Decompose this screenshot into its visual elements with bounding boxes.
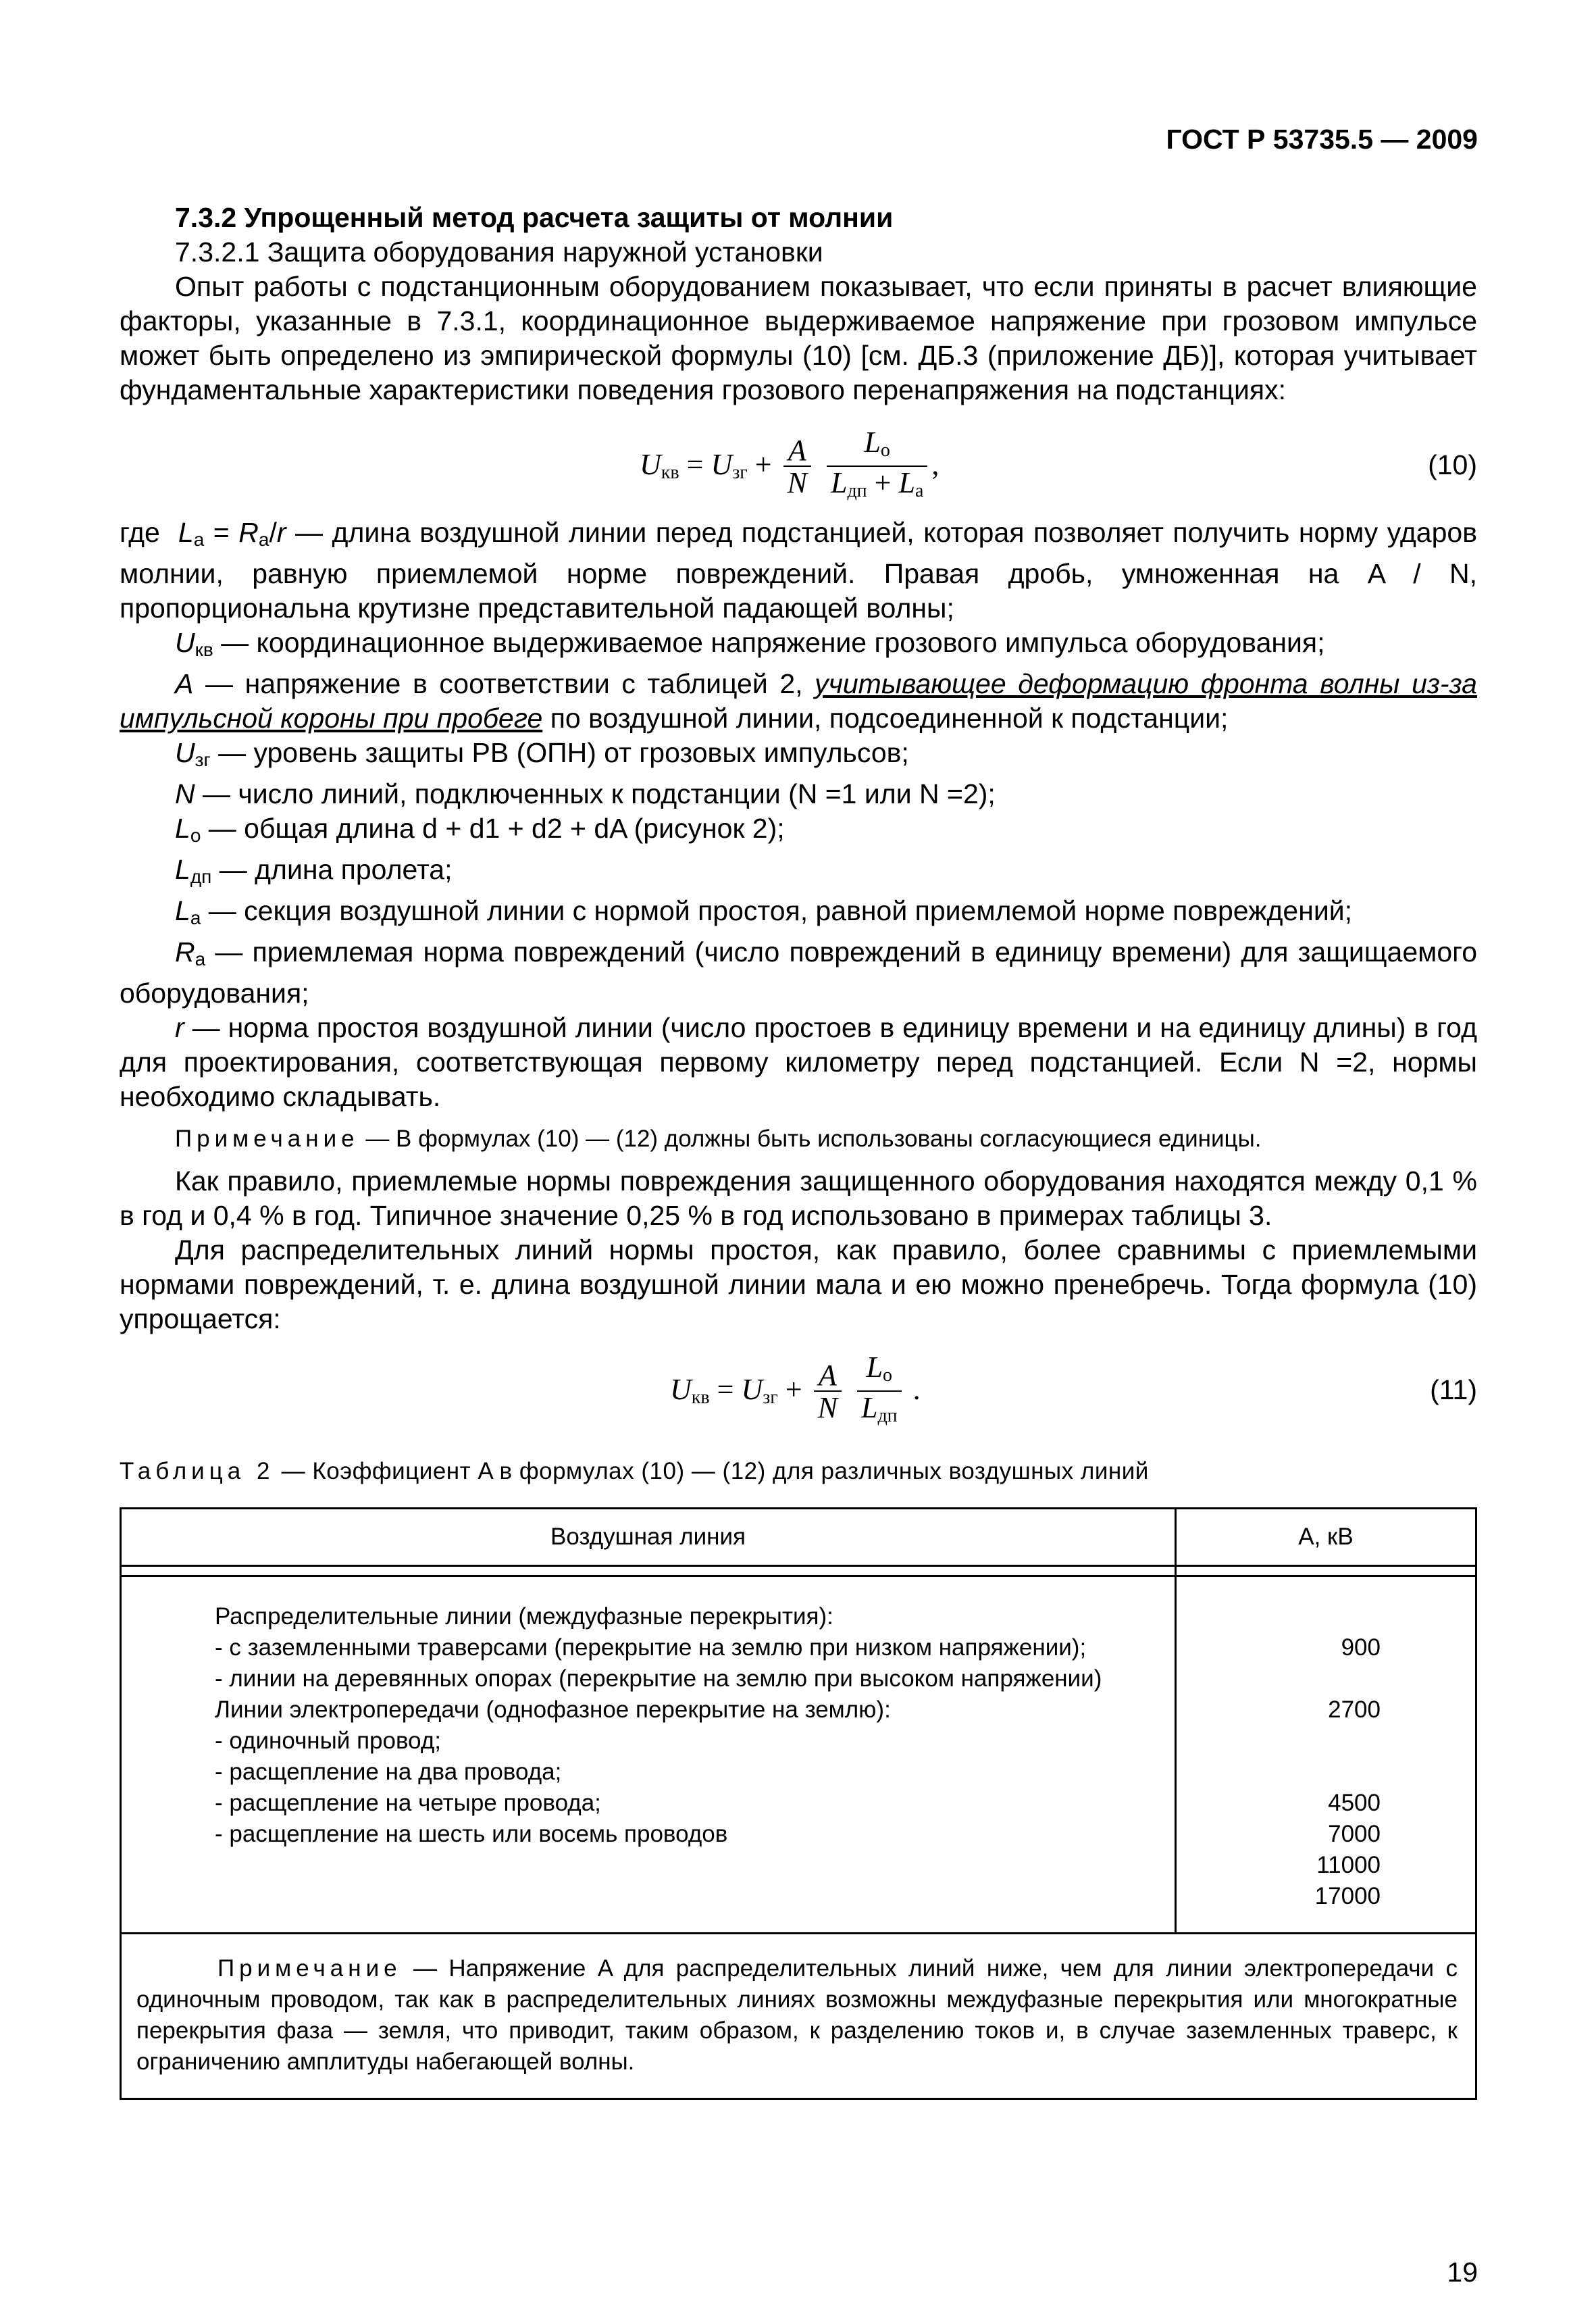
definition-a-text-1: — напряжение в соответствии с таблицей 2, [193, 668, 815, 699]
table-row: - расщепление на четыре провода; [215, 1790, 601, 1816]
table-note-row [121, 1934, 1476, 2099]
table-row [134, 1663, 1160, 1694]
definition-uzg-text: — уровень защиты РВ (ОПН) от грозовых импульсов; [210, 737, 909, 768]
table-row: - расщепление на шесть или восемь проводов [215, 1821, 728, 1847]
table-value: 7000 [1328, 1821, 1381, 1847]
definition-uzg: $U_{зг}$ — уровень защиты РВ (ОПН) от грозовых импульсов; [175, 737, 909, 770]
paragraph-distribution-lines: Для распределительных линий нормы простоя, как правило, более сравнимы с приемлемыми нормами повреждений, т. е. длина воздушной линии мала и ею можно пренебречь. Тогда формула (10) упрощается: [120, 1234, 1477, 1334]
definition-n-text: — число линий, подключенных к подстанции (N =1 или N =2); [195, 778, 996, 809]
definition-ukv-text: — координационное выдерживаемое напряжение грозового импульса оборудования; [213, 627, 1325, 658]
table-values-cell [1176, 1576, 1476, 1934]
definition-r: r — норма простоя воздушной линии (число простоев в единицу времени и на единицу длины) в год для проектирования, соответствующая первому километру перед подстанцией. Если N =2, нормы необходимо складывать. [120, 1012, 1477, 1112]
table-row: - одиночный провод; [215, 1728, 441, 1754]
definition-la2: $L_а$ — секция воздушной линии с нормой простоя, равной приемлемой норме повреждений; [175, 895, 1353, 928]
definition-lo: $L_о$ — общая длина d + d1 + d2 + dA (рисунок 2); [175, 813, 785, 846]
table-caption [120, 1454, 1477, 1488]
definition-a: A — напряжение в соответствии с таблицей 2, учитывающее деформацию фронта волны из-за импульсной короны при пробеге по воздушной линии, подсоединенной к подстанции; [120, 668, 1477, 734]
document-code-header: ГОСТ Р 53735.5 — 2009 [1166, 124, 1478, 155]
formula-11 [120, 1353, 1477, 1434]
formula-10-number: (10) [1428, 449, 1477, 480]
table-row-text: - с заземленными траверсами (перекрытие на землю при низком напряжении); [215, 1634, 1087, 1661]
table-value: 17000 [1314, 1883, 1381, 1909]
table-value: 2700 [1328, 1696, 1381, 1723]
table-value: 900 [1341, 1634, 1381, 1661]
table-row [134, 1632, 1160, 1663]
section-subheading: 7.3.2.1 Защита оборудования наружной установки [175, 236, 823, 268]
definition-ra-text: — приемлемая норма повреждений (число повреждений в единицу времени) для защищаемого оборудования; [120, 936, 1477, 1009]
formula-11-number: (11) [1430, 1374, 1477, 1405]
formula-10 [120, 428, 1477, 515]
table-note-cell [121, 1934, 1476, 2099]
coefficient-table [120, 1507, 1477, 2100]
note-units-label: Примечание [175, 1126, 359, 1152]
definition-ukv: $U_{кв}$ — координационное выдерживаемое напряжение грозового импульса оборудования; [175, 627, 1325, 660]
table-note-label: Примечание [217, 1955, 402, 1982]
table-caption-text: — Коэффициент A в формулах (10) — (12) для различных воздушных линий [274, 1458, 1149, 1484]
definition-ldp: $L_{дп}$ — длина пролета; [175, 854, 453, 887]
table-body-row [121, 1576, 1476, 1934]
intro-paragraph: Опыт работы с подстанционным оборудованием показывает, что если приняты в расчет влияющие факторы, указанные в 7.3.1, координационное выдерживаемое напряжение при грозовом импульсе может быть определено из эмпирической формулы (10) [см. ДБ.3 (приложение ДБ)], которая учитывает фундаментальные характеристики поведения грозового перенапряжения на подстанциях: [120, 271, 1477, 405]
definition-la: где $L_а = R_а/r$ — длина воздушной линии перед подстанцией, которая позволяет получить норму ударов молнии, равную приемлемой норме повреждений. Правая дробь, умноженная на A / N, пропорциональна крутизне представительной падающей волны; [120, 517, 1477, 624]
table-separator-row [121, 1566, 1476, 1576]
definition-ldp-text: — длина пролета; [211, 854, 453, 885]
definition-r-text: — норма простоя воздушной линии (число простоев в единицу времени и на единицу длины) в год для проектирования, соответствующая первому километру перед подстанцией. Если N =2, нормы необходимо складывать. [120, 1012, 1477, 1112]
formula-10-expression: $U_{кв} = U_{зг}$ + $\frac{A}{N}$ $\frac{L_о}{L_{дп} + L_а}$ , [640, 426, 939, 501]
section-heading: 7.3.2 Упрощенный метод расчета защиты от молнии [175, 202, 894, 233]
note-units [120, 1124, 1477, 1155]
page-content [120, 201, 1477, 2100]
table-header-a: A, кВ [1176, 1509, 1476, 1566]
definition-lo-text: — общая длина d + d1 + d2 + dA (рисунок 2); [201, 813, 785, 844]
definition-la2-text: — секция воздушной линии с нормой простоя, равной приемлемой норме повреждений; [201, 895, 1353, 926]
definition-la-text: — длина воздушной линии перед подстанцией, которая позволяет получить норму ударов молнии, равную приемлемой норме повреждений. Правая дробь, умноженная на A / N, пропорциональна крутизне представительной падающей волны; [120, 517, 1477, 624]
table-caption-label: Таблица 2 [120, 1458, 275, 1484]
definition-ra: $R_а$ — приемлемая норма повреждений (число повреждений в единицу времени) для защищаемого оборудования; [120, 936, 1477, 1009]
definition-a-italic: учитывающее деформацию фронта волны из-за импульсной короны при пробеге [120, 668, 1477, 734]
table-line-types-cell [121, 1576, 1176, 1934]
table-row: Распределительные линии (междуфазные перекрытия): [215, 1603, 833, 1630]
definition-a-text-2: по воздушной линии, подсоединенной к подстанции; [542, 703, 1229, 734]
table-row: Линии электропередачи (однофазное перекрытие на землю): [215, 1696, 891, 1723]
note-units-text: — В формулах (10) — (12) должны быть использованы согласующиеся единицы. [359, 1126, 1262, 1152]
definition-la-prefix: где [120, 517, 160, 548]
table-value: 4500 [1328, 1790, 1381, 1816]
table-note-text: — Напряжение A для распределительных линий ниже, чем для линии электропередачи с одиночным проводом, так как в распределительных линиях возможны междуфазные перекрытия или многократные перекрытия фаза — земля, что приводит, таким образом, к разделению токов и, в случае заземленных траверс, к ограничению амплитуды набегающей волны. [136, 1955, 1458, 2075]
table-header-line: Воздушная линия [121, 1509, 1176, 1566]
table-value [1189, 1601, 1381, 1632]
table-value [1189, 1757, 1381, 1788]
table-row-text: - линии на деревянных опорах (перекрытие на землю при высоком напряжении) [215, 1665, 1102, 1692]
paragraph-norms: Как правило, приемлемые нормы повреждения защищенного оборудования находятся между 0,1 % в год и 0,4 % в год. Типичное значение 0,25 % в год использовано в примерах таблицы 3. [120, 1165, 1477, 1231]
table-value: 11000 [1316, 1852, 1381, 1878]
formula-11-expression: $U_{кв} = U_{зг}$ + $\frac{A}{N}$ $\frac{L_о}{L_{дп}}$ . [670, 1351, 921, 1426]
table-row: - расщепление на два провода; [215, 1759, 562, 1785]
definition-n: N — число линий, подключенных к подстанции (N =1 или N =2); [175, 778, 996, 809]
page-number: 19 [1447, 2257, 1478, 2288]
table-header-row [121, 1509, 1476, 1566]
